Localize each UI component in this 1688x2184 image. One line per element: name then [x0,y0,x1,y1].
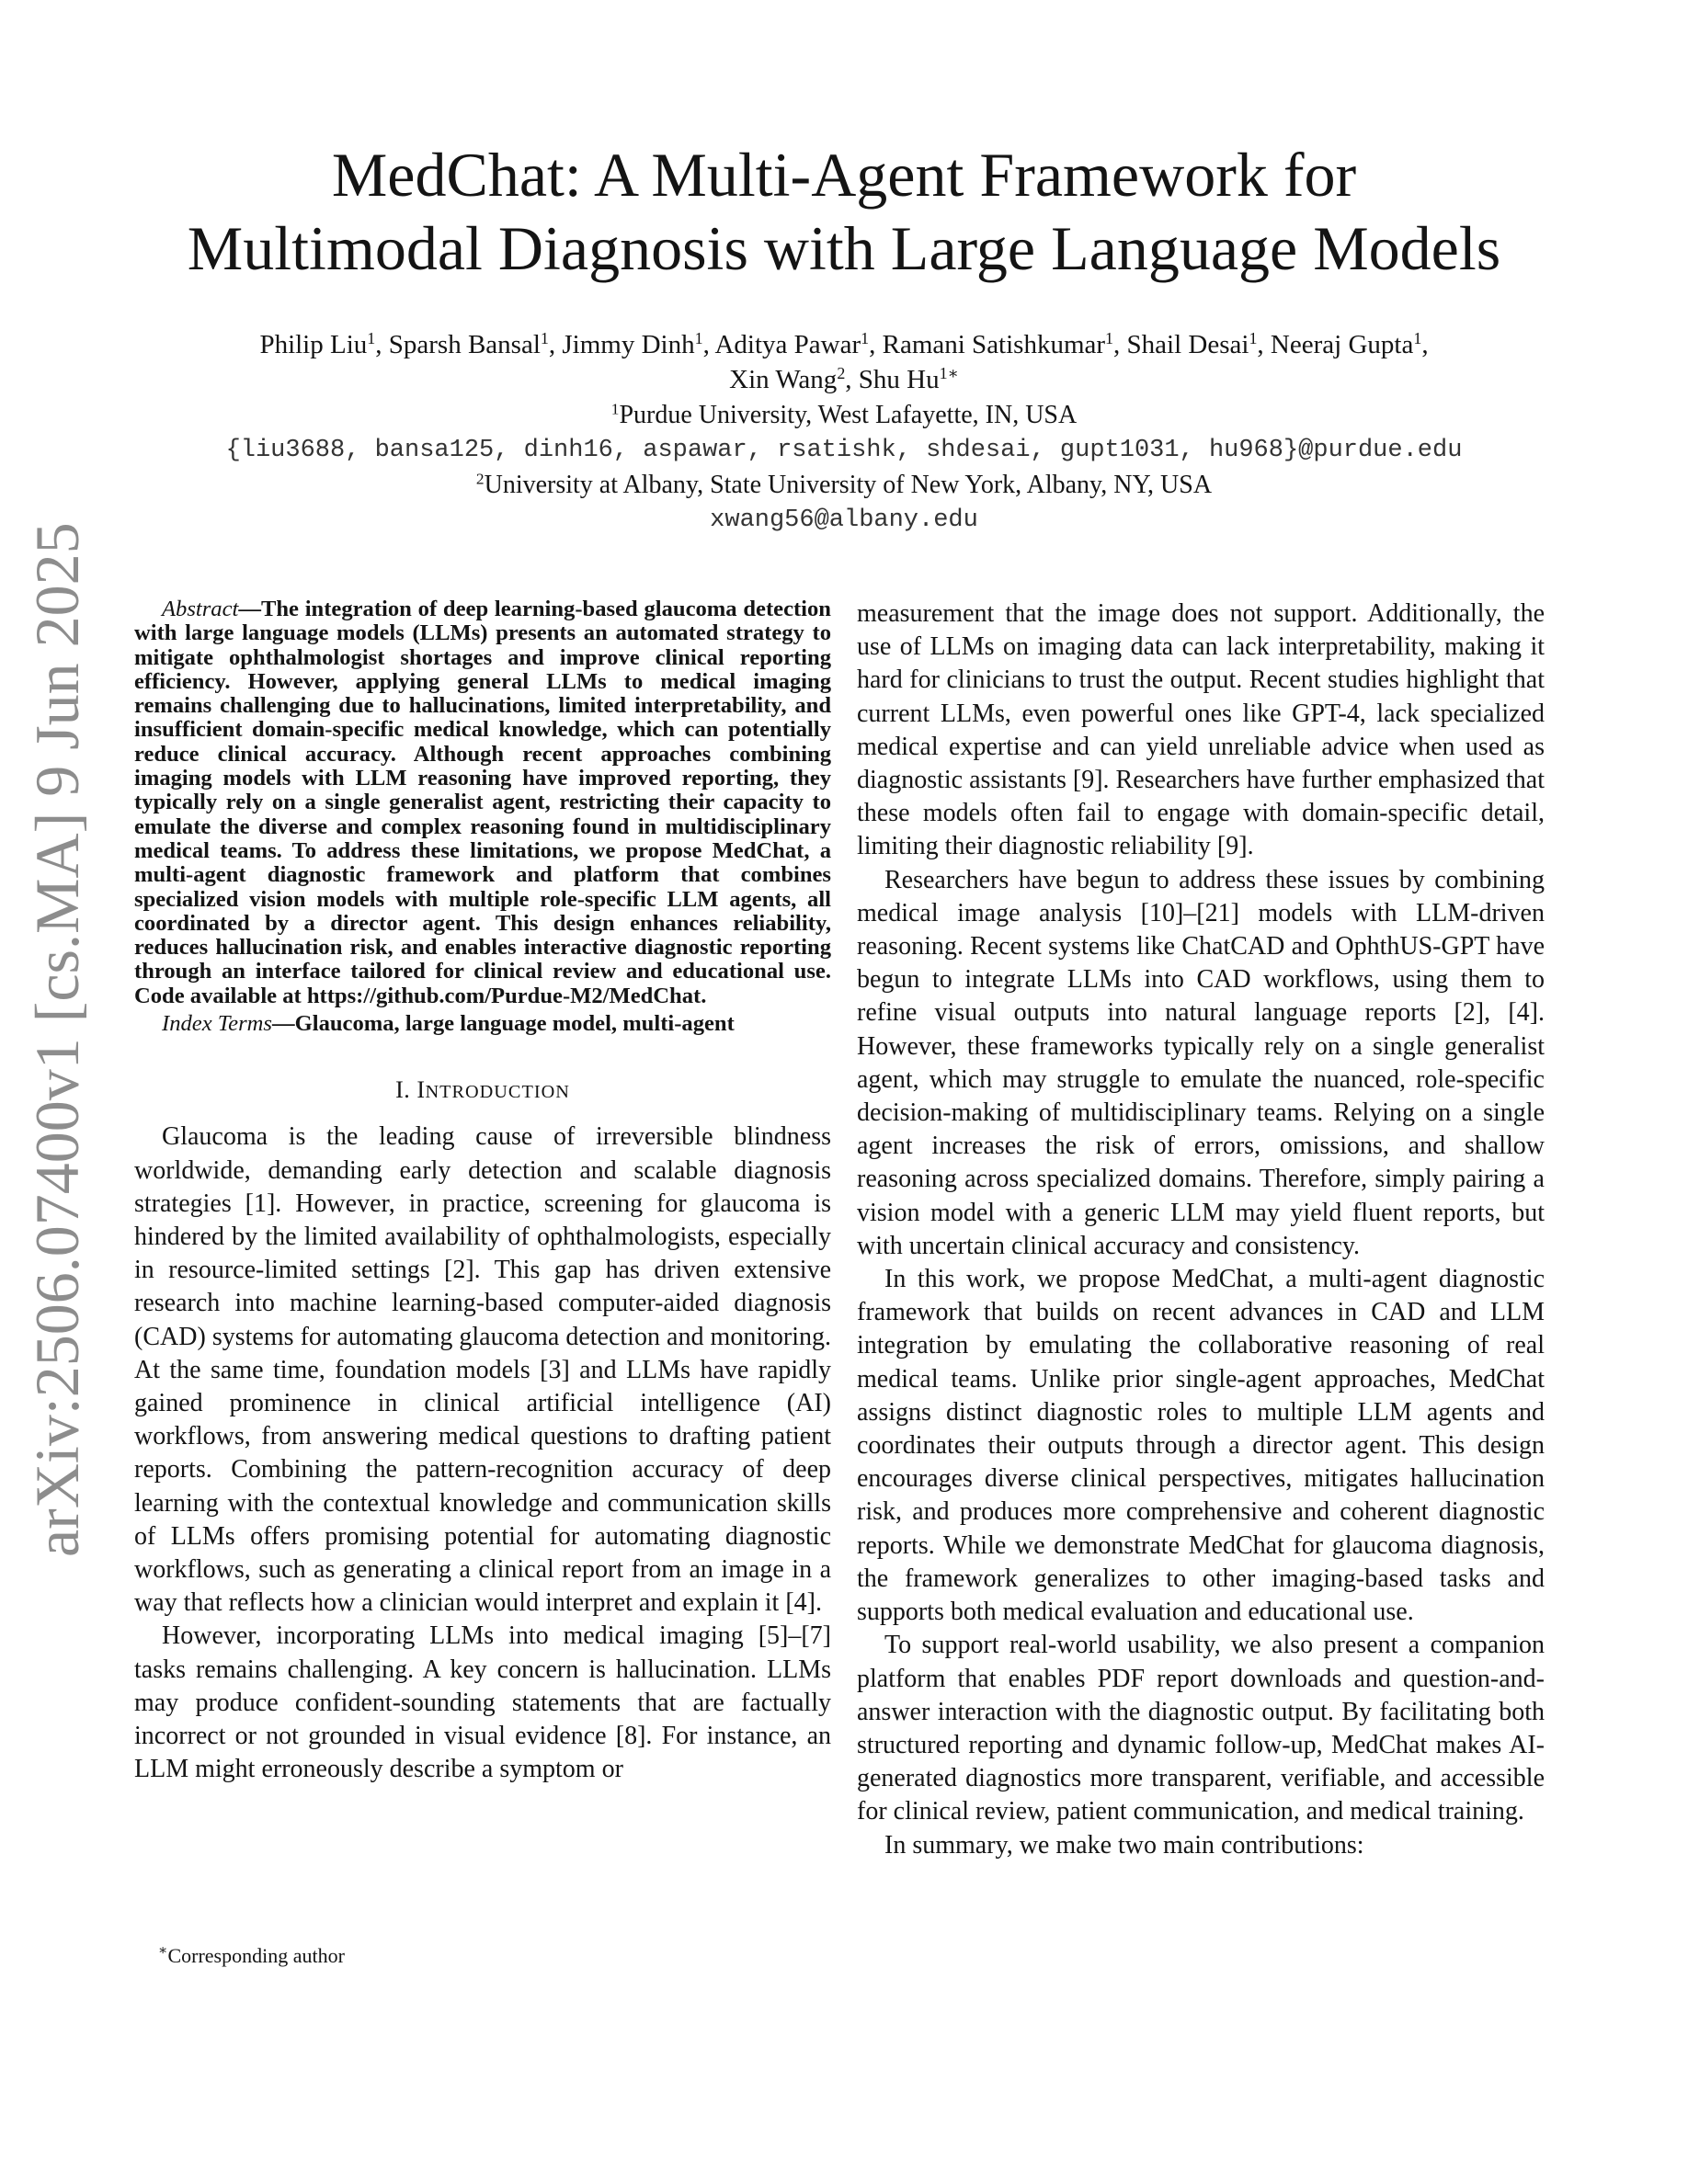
index-terms-text: Glaucoma, large language model, multi-agent [294,1011,735,1037]
author: Philip Liu$^1$, [259,329,389,359]
footnote-corresponding-author: ∗Corresponding author [158,1942,345,1967]
paragraph: In this work, we propose MedChat, a multi-agent diagnostic framework that builds on recent advances in CAD and LLM integration by emulating the collaborative reasoning of real medical teams. Unlike prior single-agent approaches, MedChat assigns distinct diagnostic roles to multiple LLM agents and coordinates their outputs through a director agent. This design encourages diverse clinical perspectives, mitigates hallucination risk, and produces more comprehensive and coherent diagnostic reports. While we demonstrate MedChat for glaucoma diagnosis, the framework generalizes to other imaging-based tasks and supports both medical evaluation and educational use. [857,1265,1545,1627]
right-column [857,597,1545,1862]
paragraph: To support real-world usability, we also present a companion platform that enables PDF report downloads and question-and-answer interaction with the diagnostic output. By facilitating both structured reporting and dynamic follow-up, MedChat makes AI-generated diagnostics more transparent, verifiable, and accessible for clinical review, patient communication, and medical training. [857,1631,1545,1826]
affiliation-albany: $^2$University at Albany, State University of New York, Albany, NY, USA [475,470,1213,499]
abstract-text: The integration of deep learning-based glaucoma detection with large language models (LLMs) presents an automated strategy to mitigate ophthalmologist shortages and improve clinical reporting efficiency. However, applying general LLMs to medical imaging remains challenging due to hallucinations, limited interpretability, and insufficient domain-specific medical knowledge, which can potentially reduce clinical accuracy. Although recent approaches combining imaging models with LLM reasoning have improved reporting, they typically rely on a single generalist agent, restricting their capacity to emulate the diverse and complex reasoning found in multidisciplinary medical teams. To address these limitations, we propose MedChat, a multi-agent diagnostic framework and platform that combines specialized vision models with multiple role-specific LLM agents, all coordinated by a director agent. This design enhances reliability, reduces hallucination risk, and enables interactive diagnostic reporting through an interface tailored for clinical review and educational use. Code available at https://github.com/Purdue-M2/MedChat. [134,597,831,1008]
author: Jimmy Dinh$^1$, [562,329,715,359]
paper-title [92,138,1596,285]
author: Xin Wang$^2$, [729,364,859,394]
affiliation-albany-email: xwang56@albany.edu [710,506,978,534]
affiliation-purdue-emails: {liu3688, bansa125, dinh16, aspawar, rsatishk, shdesai, gupt1031, hu968}@purdue.edu [225,437,1463,464]
title-line-1: MedChat: A Multi-Agent Framework for [331,140,1357,210]
index-terms: Index Terms—Glaucoma, large language model, multi-agent [162,1011,735,1037]
paragraph: measurement that the image does not support. Additionally, the use of LLMs on imaging data can lack interpretability, making it hard for clinicians to trust the output. Recent studies highlight that current LLMs, even powerful ones like GPT-4, lack specialized medical expertise and can yield unreliable advice when used as diagnostic assistants [9]. Researchers have further emphasized that these models often fail to engage with domain-specific detail, limiting their diagnostic reliability [9]. [857,599,1545,861]
arxiv-identifier: arXiv:2506.07400v1 [cs.MA] 9 Jun 2025 [22,522,92,1557]
paragraph: Glaucoma is the leading cause of irreversible blindness worldwide, demanding early detection and scalable diagnosis strategies [1]. However, in practice, screening for glaucoma is hindered by the limited availability of ophthalmologists, especially in resource-limited settings [2]. This gap has driven extensive research into machine learning-based computer-aided diagnosis (CAD) systems for automating glaucoma detection and monitoring. At the same time, foundation models [3] and LLMs have rapidly gained prominence in clinical artificial intelligence (AI) workflows, from answering medical questions to drafting patient reports. Combining the pattern-recognition accuracy of deep learning with the contextual knowledge and communication skills of LLMs offers promising potential for automating diagnostic workflows, such as generating a clinical report from an image in a way that reflects how a clinician would interpret and explain it [4]. [134,1122,831,1618]
abstract-label: Abstract [162,597,239,621]
index-terms-label: Index Terms [162,1011,273,1037]
section-heading-introduction: I. INTRODUCTION [395,1076,570,1104]
author: Shail Desai$^1$, [1126,329,1271,359]
left-column [134,597,831,1786]
paragraph: However, incorporating LLMs into medical imaging [5]–[7] tasks remains challenging. A key concern is hallucination. LLMs may produce confident-sounding statements that are factually incorrect or not grounded in visual evidence [8]. For instance, an LLM might erroneously describe a symptom or [134,1621,831,1784]
paragraph: In summary, we make two main contributions: [884,1830,1364,1860]
author: Aditya Pawar$^1$, [714,329,883,359]
author-list-line-1 [0,327,1688,362]
affiliation-purdue: $^1$Purdue University, West Lafayette, IN, USA [610,400,1078,429]
author: Ramani Satishkumar$^1$, [882,329,1127,359]
abstract: Abstract—The integration of deep learning-based glaucoma detection with large language models (LLMs) presents an automated strategy to mitigate ophthalmologist shortages and improve clinical reporting efficiency. However, applying general LLMs to medical imaging remains challenging due to hallucinations, limited interpretability, and insufficient domain-specific medical knowledge, which can potentially reduce clinical accuracy. Although recent approaches combining imaging models with LLM reasoning have improved reporting, they typically rely on a single generalist agent, restricting their capacity to emulate the diverse and complex reasoning found in multidisciplinary medical teams. To address these limitations, we propose MedChat, a multi-agent diagnostic framework and platform that combines specialized vision models with multiple role-specific LLM agents, all coordinated by a director agent. This design enhances reliability, reduces hallucination risk, and enables interactive diagnostic reporting through an interface tailored for clinical review and educational use. Code available at https://github.com/Purdue-M2/MedChat. [134,597,831,1008]
author: Neeraj Gupta$^1$, [1270,329,1429,359]
paragraph: Researchers have begun to address these issues by combining medical image analysis [10]–[21] models with LLM-driven reasoning. Recent systems like ChatCAD and OphthUS-GPT have begun to integrate LLMs into CAD workflows, using them to refine visual outputs into natural language reports [2], [4]. However, these frameworks typically rely on a single generalist agent, which may struggle to emulate the nuanced, role-specific decision-making of multidisciplinary teams. Relying on a single agent increases the risk of errors, omissions, and shallow reasoning across specialized domains. Therefore, simply pairing a vision model with a generic LLM may yield fluent reports, but with uncertain clinical accuracy and consistency. [857,865,1545,1260]
author: Sparsh Bansal$^1$, [388,329,563,359]
title-line-2: Multimodal Diagnosis with Large Language Models [187,213,1501,283]
author: Shu $Hu^{1∗}$ [858,364,959,394]
author-list-line-2 [0,362,1688,397]
